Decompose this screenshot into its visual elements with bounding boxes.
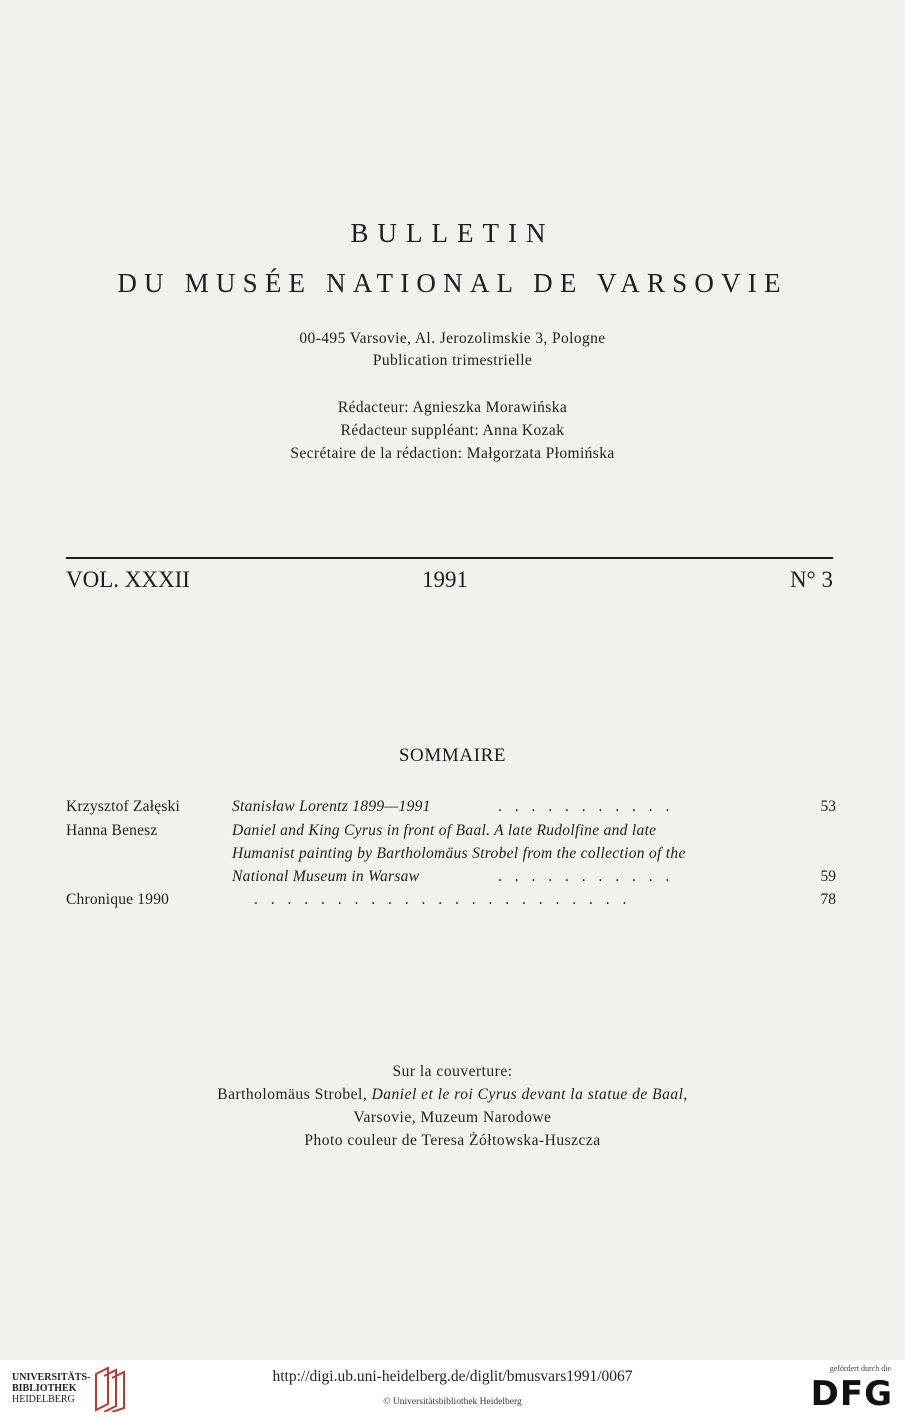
toc-author: Chronique 1990: [66, 891, 170, 908]
toc-author: Hanna Benesz: [66, 822, 158, 839]
toc-title-line: Humanist painting by Bartholomäus Strobel from the collection of the: [232, 845, 686, 862]
cover-artist: Bartholomäus Strobel,: [217, 1086, 368, 1103]
library-name-line: BIBLIOTHEK: [12, 1383, 77, 1394]
toc-page-number: 59: [820, 868, 836, 885]
toc-title-line: Stanisław Lorentz 1899—1991: [232, 798, 431, 815]
source-url-link[interactable]: http://digi.ub.uni-heidelberg.de/diglit/bmusvars1991/0067: [272, 1368, 633, 1385]
editor-line: Rédacteur: Agnieszka Morawińska: [337, 399, 568, 416]
library-name-line: UNIVERSITÄTS-: [12, 1372, 91, 1383]
volume-label: VOL. XXXII: [66, 567, 190, 592]
toc-author: Krzysztof Załęski: [66, 798, 181, 815]
cover-caption-line: [0, 1086, 905, 1104]
toc-leader-dots: . . . . . . . . . . .: [498, 868, 674, 885]
toc-title-line: Daniel and King Cyrus in front of Baal. A late Rudolfine and late: [232, 822, 657, 839]
issue-number-label: N° 3: [789, 567, 833, 592]
cover-location: Varsovie, Muzeum Narodowe: [353, 1109, 552, 1126]
funded-by-text: gefördert durch die: [829, 1364, 891, 1373]
toc-leader-dots: . . . . . . . . . . .: [498, 798, 674, 815]
copyright-text: © Universitätsbibliothek Heidelberg: [383, 1397, 522, 1407]
frequency-line: Publication trimestrielle: [372, 352, 533, 369]
cover-heading: Sur la couverture:: [392, 1063, 513, 1080]
deputy-editor-line: Rédacteur suppléant: Anna Kozak: [340, 422, 565, 439]
museum-title: DU MUSÉE NATIONAL DE VARSOVIE: [117, 268, 788, 298]
toc-page-number: 78: [820, 891, 836, 908]
year-label: 1991: [422, 567, 468, 592]
dfg-logo: DFG: [810, 1374, 893, 1414]
library-name-line: HEIDELBERG: [12, 1394, 75, 1405]
header-divider: [66, 557, 833, 559]
toc-title-line: National Museum in Warsaw: [232, 868, 420, 885]
toc-leader-dots: . . . . . . . . . . . . . . . . . . . . . . .: [254, 891, 631, 908]
issue-row: [66, 567, 833, 597]
contents-heading: SOMMAIRE: [398, 745, 507, 766]
secretary-line: Secrétaire de la rédaction: Małgorzata Płomińska: [290, 445, 615, 462]
address-line: 00-495 Varsovie, Al. Jerozolimskie 3, Pologne: [299, 330, 606, 347]
cover-photo-credit: Photo couleur de Teresa Żółtowska-Huszcza: [304, 1132, 601, 1149]
bulletin-title: BULLETIN: [350, 218, 555, 248]
toc-page-number: 53: [820, 798, 836, 815]
cover-work-title: Daniel et le roi Cyrus devant la statue de Baal,: [371, 1086, 688, 1103]
